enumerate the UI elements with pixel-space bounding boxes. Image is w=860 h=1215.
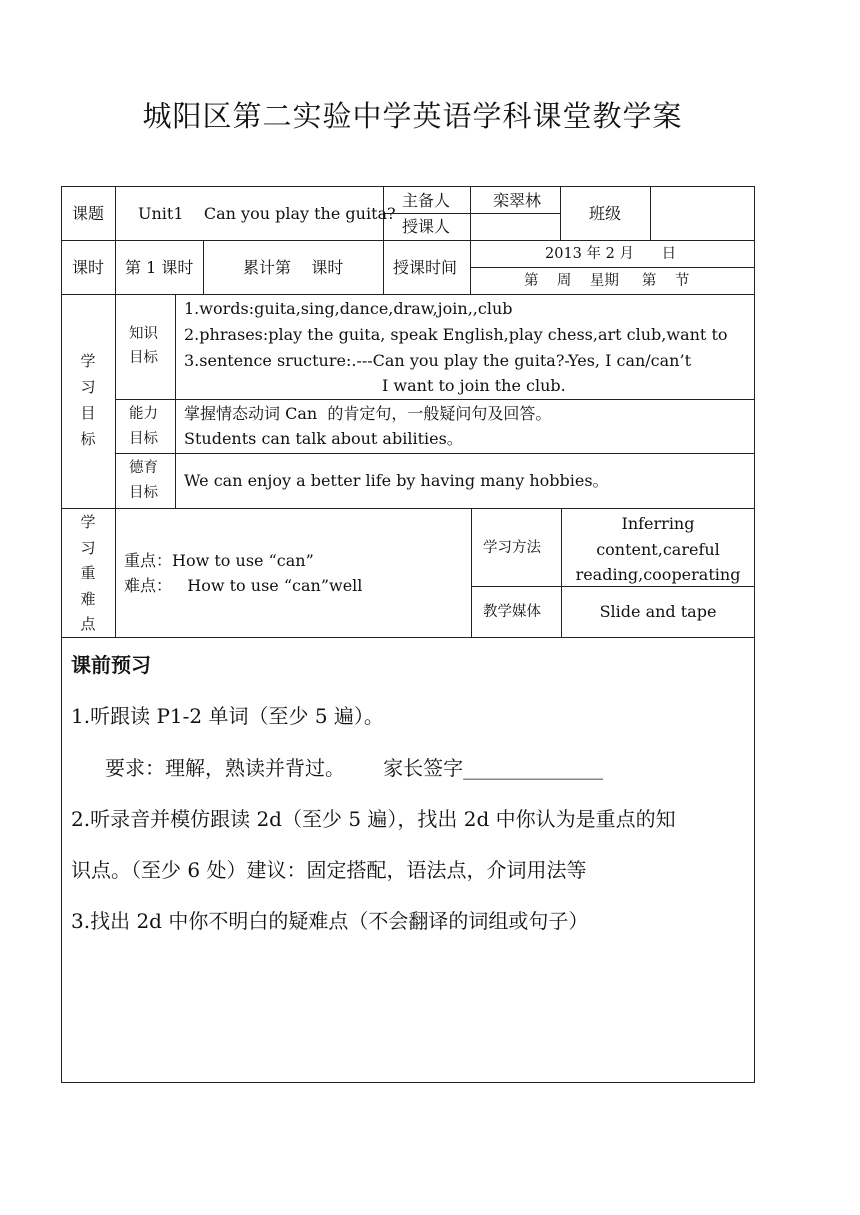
row-divider — [61, 637, 755, 638]
cumulative-periods: 累计第 课时 — [243, 258, 344, 277]
row-divider — [61, 294, 755, 295]
page-title: 城阳区第二实验中学英语学科课堂教学案 — [142, 99, 683, 133]
knowledge-line-1: 1.words:guita,sing,dance,draw,join,,club — [184, 299, 513, 318]
col-divider — [115, 186, 116, 637]
difficult-point: 难点： How to use “can”well — [124, 576, 363, 595]
cell-divider — [115, 453, 755, 454]
knowledge-line-4: I want to join the club. — [382, 376, 566, 395]
preview-item-2-line-2: 识点。（至少 6 处）建议：固定搭配，语法点，介词用法等 — [71, 858, 587, 882]
cell-divider — [115, 399, 755, 400]
prep-value: 栾翠林 — [493, 191, 542, 210]
method-value: Inferring content,careful reading,cooperating — [575, 514, 741, 584]
col-divider — [471, 508, 472, 637]
period-label: 课时 — [72, 258, 105, 277]
col-divider — [561, 508, 562, 637]
row-divider — [61, 240, 755, 241]
preview-item-1: 1.听跟读 P1-2 单词（至少 5 遍）。 — [71, 704, 384, 728]
method-label: 学习方法 — [483, 540, 541, 556]
topic-value: Unit1 Can you play the guita? — [138, 204, 396, 223]
teacher-label: 授课人 — [402, 217, 451, 236]
key-point: 重点：How to use “can” — [124, 551, 314, 570]
lesson-plan-table — [61, 186, 755, 1083]
cell-divider — [470, 267, 755, 268]
row-divider — [61, 508, 755, 509]
time-label: 授课时间 — [393, 258, 458, 277]
col-divider — [175, 294, 176, 508]
media-value: Slide and tape — [599, 602, 717, 621]
prep-label: 主备人 — [402, 191, 451, 210]
col-divider — [560, 186, 561, 240]
period-value: 第 1 课时 — [125, 258, 194, 277]
keypoints-label: 学 习 重 难 点 — [80, 513, 96, 633]
ability-line-2: Students can talk about abilities。 — [184, 429, 463, 448]
moral-label: 德育 目标 — [129, 460, 158, 501]
preview-heading: 课前预习 — [71, 653, 151, 677]
knowledge-line-2: 2.phrases:play the guita, speak English,play chess,art club,want to — [184, 325, 728, 344]
col-divider — [203, 240, 204, 294]
lesson-week: 第 周 星期 第 节 — [524, 273, 690, 289]
lesson-date: 2013 年 2 月 日 — [545, 246, 677, 262]
cell-divider — [383, 213, 560, 214]
topic-label: 课题 — [72, 204, 105, 223]
moral-line: We can enjoy a better life by having many hobbies。 — [184, 471, 609, 490]
preview-item-3: 3.找出 2d 中你不明白的疑难点（不会翻译的词组或句子） — [71, 909, 589, 933]
preview-item-2-line-1: 2.听录音并模仿跟读 2d（至少 5 遍），找出 2d 中你认为是重点的知 — [71, 807, 676, 831]
goals-label: 学 习 目 标 — [80, 352, 96, 448]
media-label: 教学媒体 — [483, 604, 541, 620]
knowledge-label: 知识 目标 — [129, 326, 158, 366]
ability-label: 能力 目标 — [129, 406, 158, 447]
preview-item-1-requirement: 要求：理解，熟读并背过。 家长签字______________ — [105, 756, 604, 780]
knowledge-line-3: 3.sentence sructure:.---Can you play the guita?-Yes, I can/can’t — [184, 351, 691, 370]
col-divider — [470, 186, 471, 294]
ability-line-1: 掌握情态动词 Can 的肯定句，一般疑问句及回答。 — [184, 404, 552, 423]
col-divider — [650, 186, 651, 240]
class-label: 班级 — [589, 204, 622, 223]
